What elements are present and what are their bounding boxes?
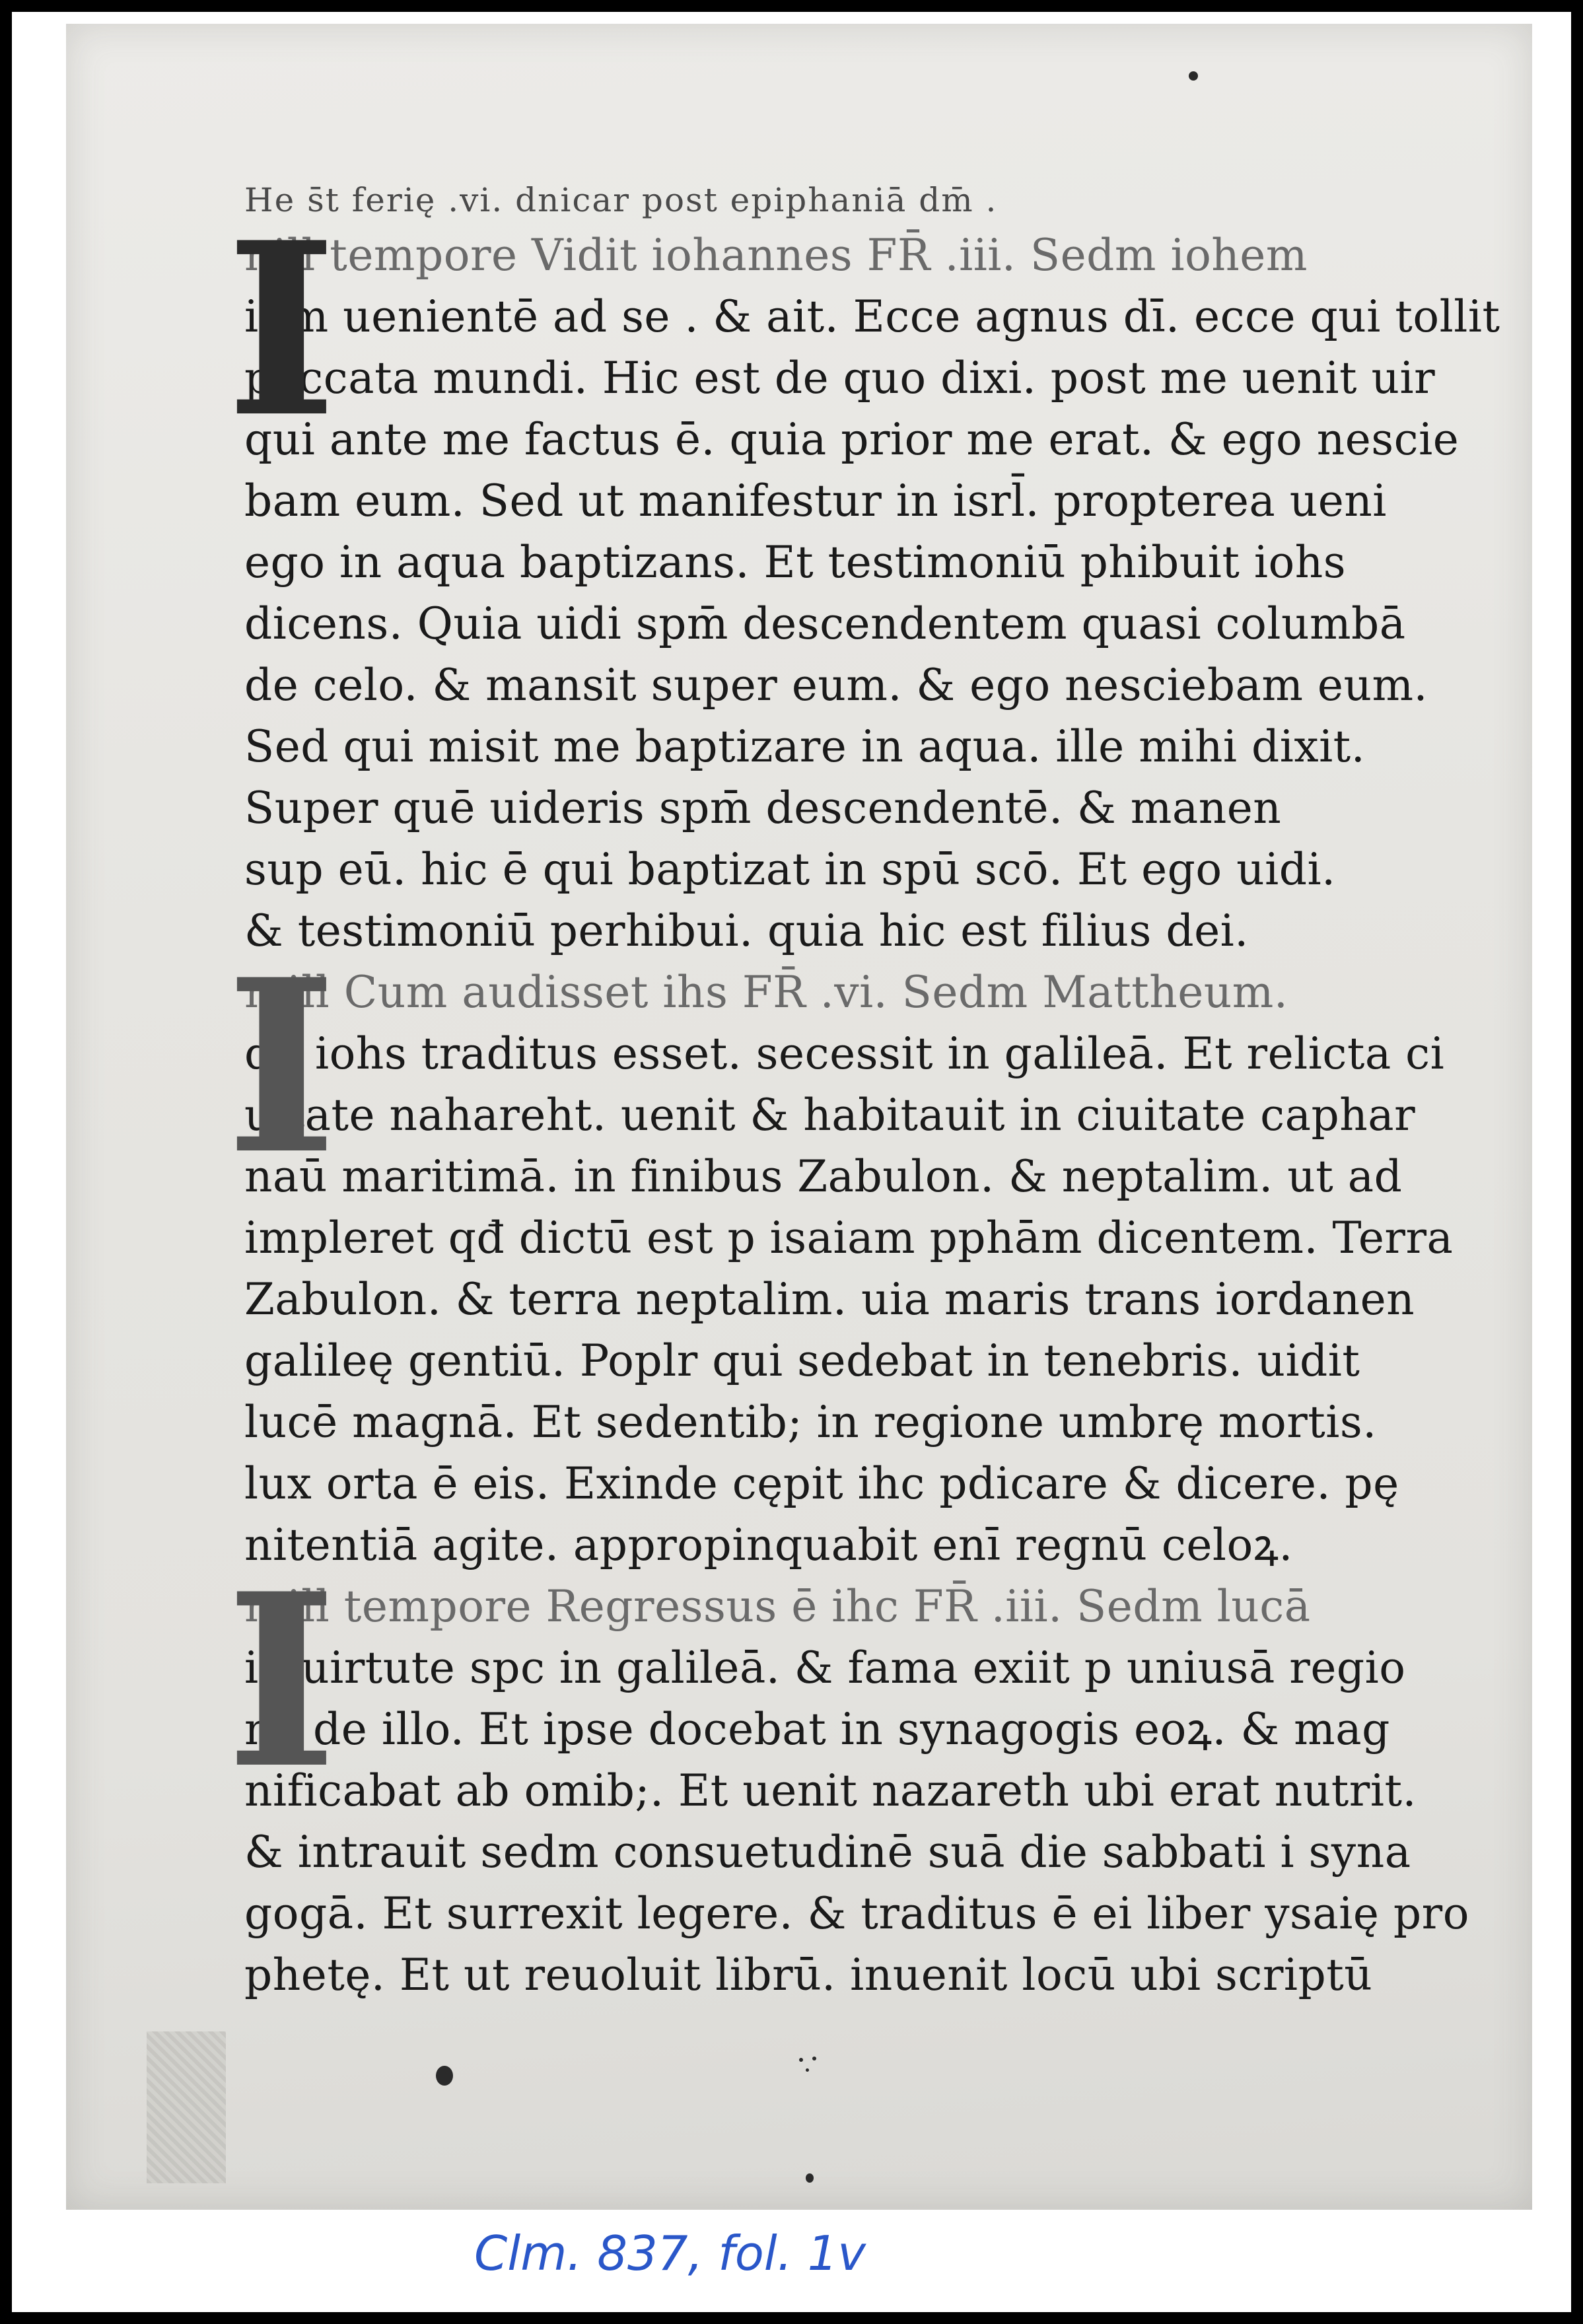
text-line: impleret qđ dictū est p isaiam pphām dicentem. Terra [244,1213,1454,1263]
text-line: Sed qui misit me baptizare in aqua. ille mihi dixit. [244,721,1366,772]
text-line: uitate nahareht. uenit & habitauit in ciuitate caphar [244,1090,1416,1141]
ink-speck [806,2068,809,2072]
initial-letter: I [226,1541,337,1821]
text-line: dicens. Quia uidi spm̄ descendentem quasi columbā [244,598,1406,649]
text-line: nitentiā agite. appropinquabit enī regnū celoꝝ. [244,1520,1293,1570]
text-line: gogā. Et surrexit legere. & traditus ē ei liber ysaię pro [244,1888,1469,1939]
photo-sheet [12,12,1571,2312]
text-line: nificabat ab omib;. Et uenit nazareth ubi erat nutrit. [244,1765,1417,1816]
rubric-heading: He s̄t ferię .vi. dnicar post epiphaniā dm̄ . [244,181,998,219]
ink-speck [1189,71,1198,81]
text-line: galileę gentiū. Poplr qui sedebat in tenebris. uidit [244,1335,1360,1386]
text-line: n ill Cum audisset ihs FR̄ .vi. Sedm Mattheum. [244,967,1288,1018]
text-line: lux orta ē eis. Exinde cępit ihc pdicare & dicere. pę [244,1458,1399,1509]
manuscript-page [66,24,1532,2210]
text-line: phetę. Et ut reuoluit librū. inuenit locū ubi scriptū [244,1950,1373,2000]
text-line: Zabulon. & terra neptalim. uia maris trans iordanen [244,1274,1415,1325]
ink-speck [806,2173,814,2183]
text-line: sup eū. hic ē qui baptizat in spū scō. Et ego uidi. [244,844,1336,895]
text-line: ego in aqua baptizans. Et testimoniū phibuit iohs [244,537,1347,588]
ink-speck [436,2066,453,2086]
worn-patch [147,2031,226,2183]
manuscript-text [226,176,1512,2006]
text-line: bam eum. Sed ut manifestur in isrl̄. propterea ueni [244,475,1387,526]
text-line: lucē magnā. Et sedentib; in regione umbrę mortis. [244,1397,1377,1448]
text-line: Super quē uideris spm̄ descendentē. & manen [244,783,1282,833]
text-line: de celo. & mansit super eum. & ego nesciebam eum. [244,660,1428,711]
text-line: & testimoniū perhibui. quia hic est filius dei. [244,905,1249,956]
shelfmark-annotation: Clm. 837, fol. 1v [474,2226,866,2281]
text-line: in uirtute spc in galileā. & fama exiit p uniusā regio [244,1642,1406,1693]
initial-letter: I [226,190,337,470]
text-line: & intrauit sedm consuetudinē suā die sabbati i synа [244,1827,1411,1878]
text-line: nē de illo. Et ipse docebat in synagogis eoꝝ. & mag [244,1704,1390,1755]
text-line: qđ iohs traditus esset. secessit in galileā. Et relicta ci [244,1028,1445,1079]
text-line: ihm uenientē ad se . & ait. Ecce agnus dī. ecce qui tollit [244,291,1500,342]
initial-letter: I [226,927,337,1207]
ink-speck [812,2057,816,2060]
text-line: nill tempore Vidit iohannes FR̄ .iii. Sedm iohem [244,230,1308,281]
text-line: n ill tempore Regressus ē ihc FR̄ .iii. Sedm lucā [244,1581,1311,1632]
text-line: qui ante me factus ē. quia prior me erat. & ego nescie [244,414,1460,465]
text-line: naū maritimā. in finibus Zabulon. & neptalim. ut ad [244,1151,1403,1202]
text-line: peccata mundi. Hic est de quo dixi. post me uenit uir [244,353,1436,404]
ink-speck [799,2058,803,2062]
